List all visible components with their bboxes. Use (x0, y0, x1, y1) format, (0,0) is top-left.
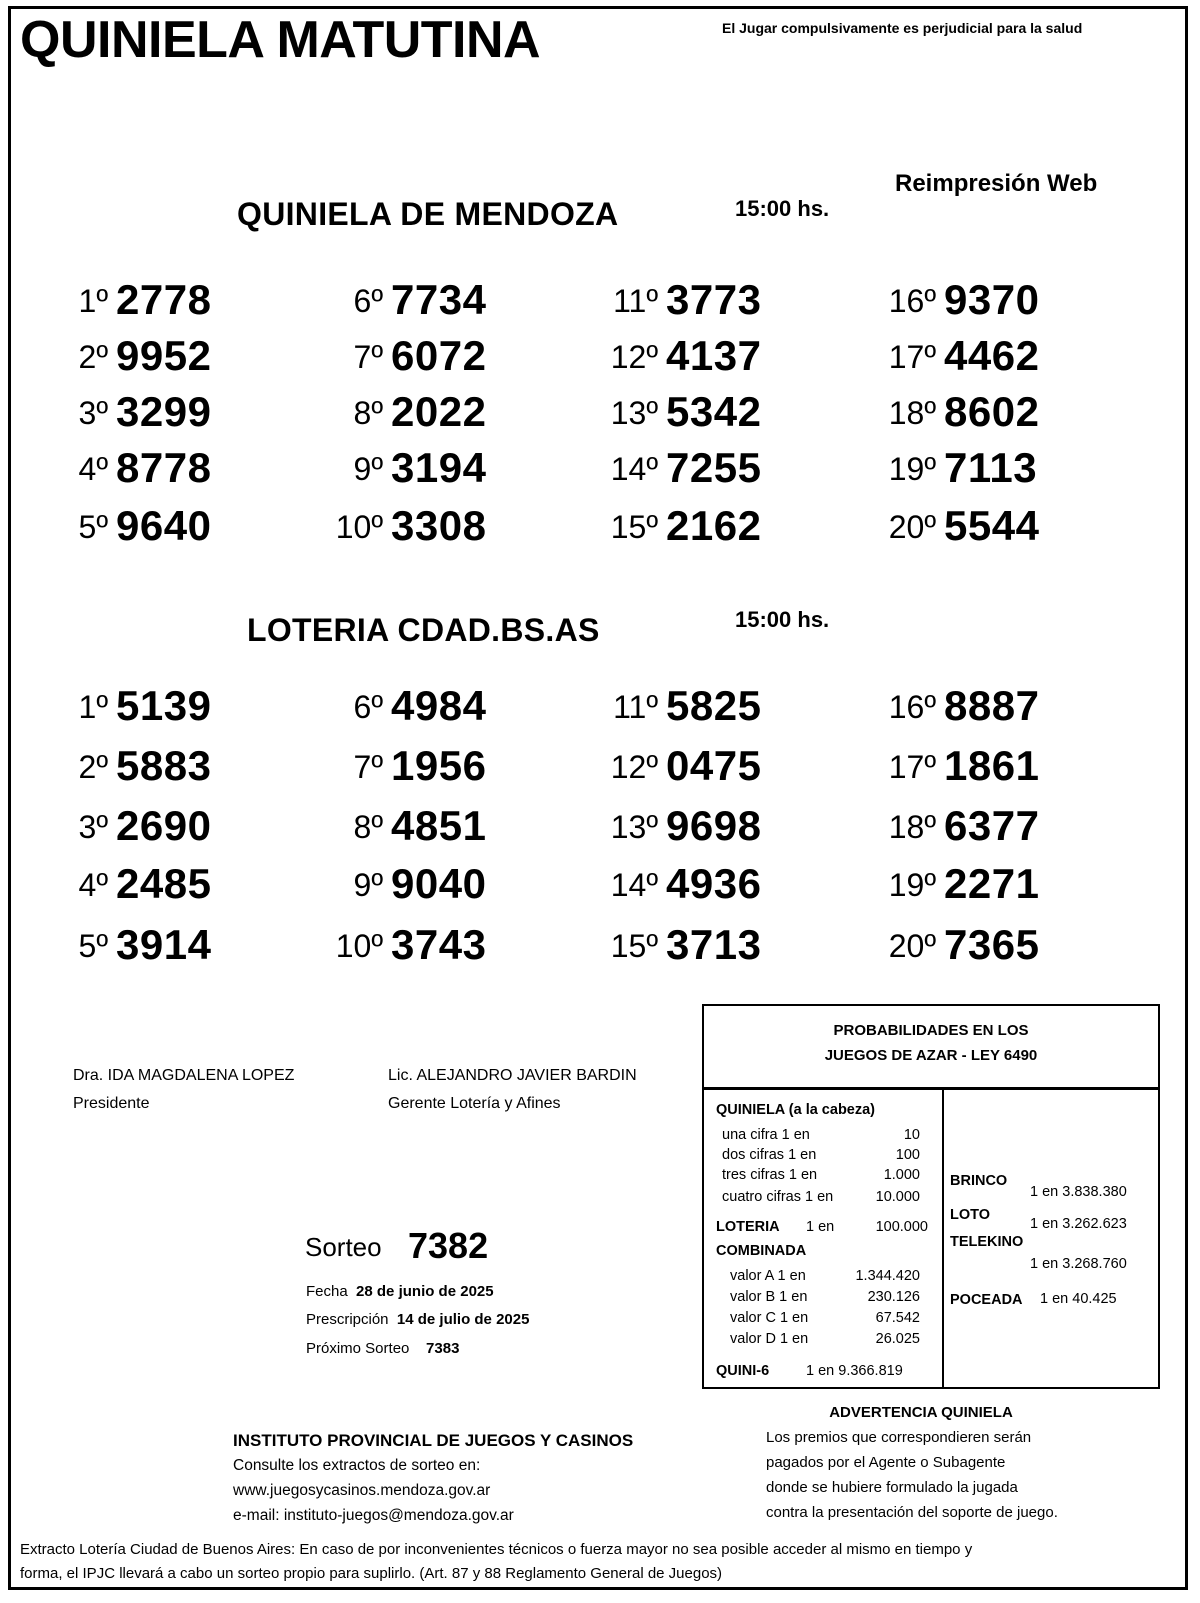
result-position: 8º (353, 395, 383, 431)
institute-website: www.juegosycasinos.mendoza.gov.ar (233, 1482, 491, 1499)
result-position: 10º (335, 928, 383, 964)
result-number: 8887 (944, 682, 1040, 729)
brinco-prob-value: 1 en 3.838.380 (1030, 1184, 1127, 1200)
result-number: 3308 (391, 502, 487, 549)
loteria-result-cell (20, 802, 250, 852)
telekino-prob-value: 1 en 3.268.760 (1030, 1256, 1127, 1272)
combinada-prob-value: 1.344.420 (855, 1268, 920, 1284)
quiniela-prob-value: 10 (903, 1127, 920, 1143)
mendoza-result-cell (570, 388, 800, 438)
result-number: 3299 (116, 388, 212, 435)
result-position: 20º (888, 509, 936, 545)
mendoza-result-cell (295, 444, 525, 494)
result-position: 17º (888, 749, 936, 785)
result-position: 18º (888, 395, 936, 431)
mendoza-result-cell (570, 332, 800, 382)
quiniela-prob-label: una cifra 1 en (722, 1127, 810, 1143)
loteria-result-cell (295, 742, 525, 792)
institute-name: INSTITUTO PROVINCIAL DE JUEGOS Y CASINOS (233, 1431, 634, 1450)
result-position: 16º (888, 283, 936, 319)
result-position: 19º (888, 867, 936, 903)
result-position: 15º (610, 509, 658, 545)
result-number: 3194 (391, 444, 487, 491)
result-number: 4984 (391, 682, 487, 729)
result-number: 9698 (666, 802, 762, 849)
probabilities-divider (942, 1090, 944, 1388)
quiniela-prob-value: 10.000 (875, 1189, 920, 1205)
result-number: 3773 (666, 276, 762, 323)
draw-date: 28 de junio de 2025 (356, 1283, 494, 1300)
result-number: 3743 (391, 921, 487, 968)
loteria-result-cell (20, 682, 250, 732)
loteria-prob-mid: 1 en (806, 1219, 835, 1235)
result-position: 8º (353, 809, 383, 845)
quiniela-prob-label: tres cifras 1 en (722, 1167, 818, 1183)
result-position: 5º (78, 509, 108, 545)
quiniela-prob-label: dos cifras 1 en (722, 1147, 817, 1163)
loteria-result-cell (570, 682, 800, 732)
institute-block (233, 1428, 633, 1528)
quiniela-prob-value: 100 (895, 1147, 920, 1163)
brinco-prob-label: BRINCO (950, 1173, 1008, 1189)
loto-prob-value: 1 en 3.262.623 (1030, 1216, 1127, 1232)
result-number: 4936 (666, 860, 762, 907)
result-number: 2271 (944, 860, 1040, 907)
result-number: 2690 (116, 802, 212, 849)
result-position: 14º (610, 867, 658, 903)
combinada-prob-label: valor C 1 en (730, 1310, 809, 1326)
result-position: 10º (335, 509, 383, 545)
mendoza-result-cell (295, 332, 525, 382)
loteria-title: LOTERIA CDAD.BS.AS (247, 612, 600, 648)
draw-label: Sorteo (305, 1232, 382, 1262)
result-number: 7734 (391, 276, 487, 323)
institute-email: e-mail: instituto-juegos@mendoza.gov.ar (233, 1507, 514, 1524)
result-position: 9º (353, 867, 383, 903)
footer-line-2: forma, el IPJC llevará a cabo un sorteo propio para suplirlo. (Art. 87 y 88 Reglamento General de Juegos) (20, 1565, 723, 1582)
result-number: 2485 (116, 860, 212, 907)
signature-right-name: Lic. ALEJANDRO JAVIER BARDIN (388, 1067, 637, 1084)
loto-prob-label: LOTO (950, 1207, 991, 1223)
combinada-prob-value: 26.025 (875, 1331, 920, 1347)
result-number: 1956 (391, 742, 487, 789)
mendoza-result-cell (295, 388, 525, 438)
draw-expiry-row (306, 1311, 529, 1328)
loteria-result-cell (295, 682, 525, 732)
loteria-result-cell (848, 802, 1078, 852)
combinada-prob-title: COMBINADA (716, 1243, 807, 1259)
combinada-prob-value: 230.126 (867, 1289, 920, 1305)
loteria-result-cell (570, 742, 800, 792)
quini6-prob-value: 1 en 9.366.819 (806, 1363, 903, 1379)
probabilities-title-2: JUEGOS DE AZAR - LEY 6490 (824, 1047, 1038, 1064)
loteria-result-cell (848, 860, 1078, 910)
result-number: 2162 (666, 502, 762, 549)
mendoza-result-cell (848, 502, 1078, 552)
draw-next-label: Próximo Sorteo (306, 1340, 410, 1357)
loteria-prob-label: LOTERIA (716, 1219, 780, 1235)
result-number: 7365 (944, 921, 1040, 968)
advertencia-title: ADVERTENCIA QUINIELA (829, 1404, 1013, 1421)
mendoza-result-cell (848, 332, 1078, 382)
loteria-result-cell (295, 921, 525, 971)
result-number: 0475 (666, 742, 762, 789)
loteria-result-cell (848, 742, 1078, 792)
result-position: 11º (613, 283, 658, 319)
advertencia-line: pagados por el Agente o Subagente (766, 1454, 1006, 1471)
mendoza-result-cell (20, 276, 250, 326)
poceada-prob-value: 1 en 40.425 (1040, 1291, 1117, 1307)
advertencia-line: Los premios que correspondieren serán (766, 1429, 1032, 1446)
signature-left-name: Dra. IDA MAGDALENA LOPEZ (73, 1067, 295, 1084)
result-number: 2778 (116, 276, 212, 323)
result-position: 15º (610, 928, 658, 964)
result-position: 3º (78, 395, 108, 431)
advertencia-line: donde se hubiere formulado la jugada (766, 1479, 1018, 1496)
draw-expiry: 14 de julio de 2025 (396, 1311, 530, 1328)
result-number: 5139 (116, 682, 212, 729)
result-number: 7255 (666, 444, 762, 491)
loteria-result-cell (20, 921, 250, 971)
mendoza-result-cell (20, 332, 250, 382)
poceada-prob-label: POCEADA (950, 1292, 1023, 1308)
combinada-prob-label: valor D 1 en (730, 1331, 809, 1347)
probabilities-header (704, 1006, 1158, 1090)
result-position: 4º (78, 867, 108, 903)
mendoza-result-cell (848, 388, 1078, 438)
result-position: 5º (78, 928, 108, 964)
quiniela-prob-label: cuatro cifras 1 en (722, 1189, 834, 1205)
result-position: 12º (610, 749, 658, 785)
mendoza-time: 15:00 hs. (735, 196, 830, 221)
draw-next-row (306, 1340, 459, 1357)
result-number: 6377 (944, 802, 1040, 849)
result-position: 2º (78, 339, 108, 375)
result-number: 4851 (391, 802, 487, 849)
mendoza-result-cell (848, 444, 1078, 494)
telekino-prob-label: TELEKINO (950, 1234, 1024, 1250)
signature-right (388, 1062, 637, 1118)
result-number: 8778 (116, 444, 212, 491)
result-position: 4º (78, 451, 108, 487)
draw-date-label: Fecha (306, 1283, 348, 1300)
probabilities-title-1: PROBABILIDADES EN LOS (833, 1022, 1029, 1039)
result-position: 9º (353, 451, 383, 487)
advertencia-block (766, 1400, 1076, 1525)
reprint-label: Reimpresión Web (895, 170, 1098, 197)
result-number: 4462 (944, 332, 1040, 379)
probabilities-box (702, 1004, 1160, 1389)
mendoza-result-cell (570, 502, 800, 552)
combinada-prob-value: 67.542 (875, 1310, 920, 1326)
result-number: 9370 (944, 276, 1040, 323)
advertencia-line: contra la presentación del soporte de juego. (766, 1504, 1058, 1521)
loteria-result-cell (848, 921, 1078, 971)
mendoza-result-cell (20, 444, 250, 494)
combinada-prob-label: valor B 1 en (730, 1289, 808, 1305)
result-position: 20º (888, 928, 936, 964)
result-position: 6º (353, 283, 383, 319)
loteria-result-cell (570, 921, 800, 971)
result-position: 17º (888, 339, 936, 375)
signature-left-role: Presidente (73, 1095, 150, 1112)
result-number: 5883 (116, 742, 212, 789)
draw-next: 7383 (426, 1340, 460, 1357)
mendoza-result-cell (20, 388, 250, 438)
quiniela-prob-value: 1.000 (883, 1167, 920, 1183)
signature-left (73, 1062, 294, 1118)
result-number: 9952 (116, 332, 212, 379)
result-position: 3º (78, 809, 108, 845)
result-position: 12º (610, 339, 658, 375)
result-position: 16º (888, 689, 936, 725)
loteria-time: 15:00 hs. (735, 607, 830, 632)
result-number: 4137 (666, 332, 762, 379)
draw-date-row (306, 1283, 494, 1300)
result-position: 13º (610, 809, 658, 845)
result-position: 11º (613, 689, 658, 725)
result-number: 2022 (391, 388, 487, 435)
result-position: 1º (78, 283, 108, 319)
result-position: 2º (78, 749, 108, 785)
mendoza-result-cell (570, 444, 800, 494)
footer-line-1: Extracto Lotería Ciudad de Buenos Aires: En caso de por inconvenientes técnicos o fuerza mayor no sea posible acceder al mismo en tiempo y (20, 1541, 973, 1558)
loteria-result-cell (295, 802, 525, 852)
loteria-result-cell (570, 860, 800, 910)
result-position: 6º (353, 689, 383, 725)
quini6-prob-label: QUINI-6 (716, 1363, 770, 1379)
health-warning: El Jugar compulsivamente es perjudicial para la salud (722, 20, 1083, 36)
result-number: 5825 (666, 682, 762, 729)
draw-number: 7382 (408, 1225, 489, 1266)
result-position: 7º (353, 339, 383, 375)
footer-note (20, 1538, 972, 1586)
result-number: 9640 (116, 502, 212, 549)
result-position: 13º (610, 395, 658, 431)
result-number: 3713 (666, 921, 762, 968)
page-title: QUINIELA MATUTINA (20, 11, 541, 69)
draw-expiry-label: Prescripción (306, 1311, 389, 1328)
mendoza-result-cell (295, 502, 525, 552)
loteria-result-cell (20, 742, 250, 792)
institute-consult: Consulte los extractos de sorteo en: (233, 1457, 481, 1474)
signature-right-role: Gerente Lotería y Afines (388, 1095, 561, 1112)
result-number: 8602 (944, 388, 1040, 435)
result-position: 7º (353, 749, 383, 785)
mendoza-result-cell (295, 276, 525, 326)
result-number: 3914 (116, 921, 212, 968)
loteria-result-cell (570, 802, 800, 852)
result-number: 9040 (391, 860, 487, 907)
loteria-result-cell (295, 860, 525, 910)
loteria-result-cell (20, 860, 250, 910)
loteria-result-cell (848, 682, 1078, 732)
result-number: 6072 (391, 332, 487, 379)
mendoza-result-cell (570, 276, 800, 326)
mendoza-title: QUINIELA DE MENDOZA (237, 196, 619, 232)
result-position: 1º (78, 689, 108, 725)
result-number: 7113 (944, 444, 1038, 491)
loteria-prob-value: 100.000 (875, 1219, 928, 1235)
result-position: 19º (888, 451, 936, 487)
result-position: 14º (610, 451, 658, 487)
combinada-prob-label: valor A 1 en (730, 1268, 806, 1284)
mendoza-result-cell (848, 276, 1078, 326)
result-number: 5544 (944, 502, 1040, 549)
result-position: 18º (888, 809, 936, 845)
result-number: 1861 (944, 742, 1040, 789)
quiniela-prob-title: QUINIELA (a la cabeza) (716, 1102, 876, 1118)
result-number: 5342 (666, 388, 762, 435)
mendoza-result-cell (20, 502, 250, 552)
